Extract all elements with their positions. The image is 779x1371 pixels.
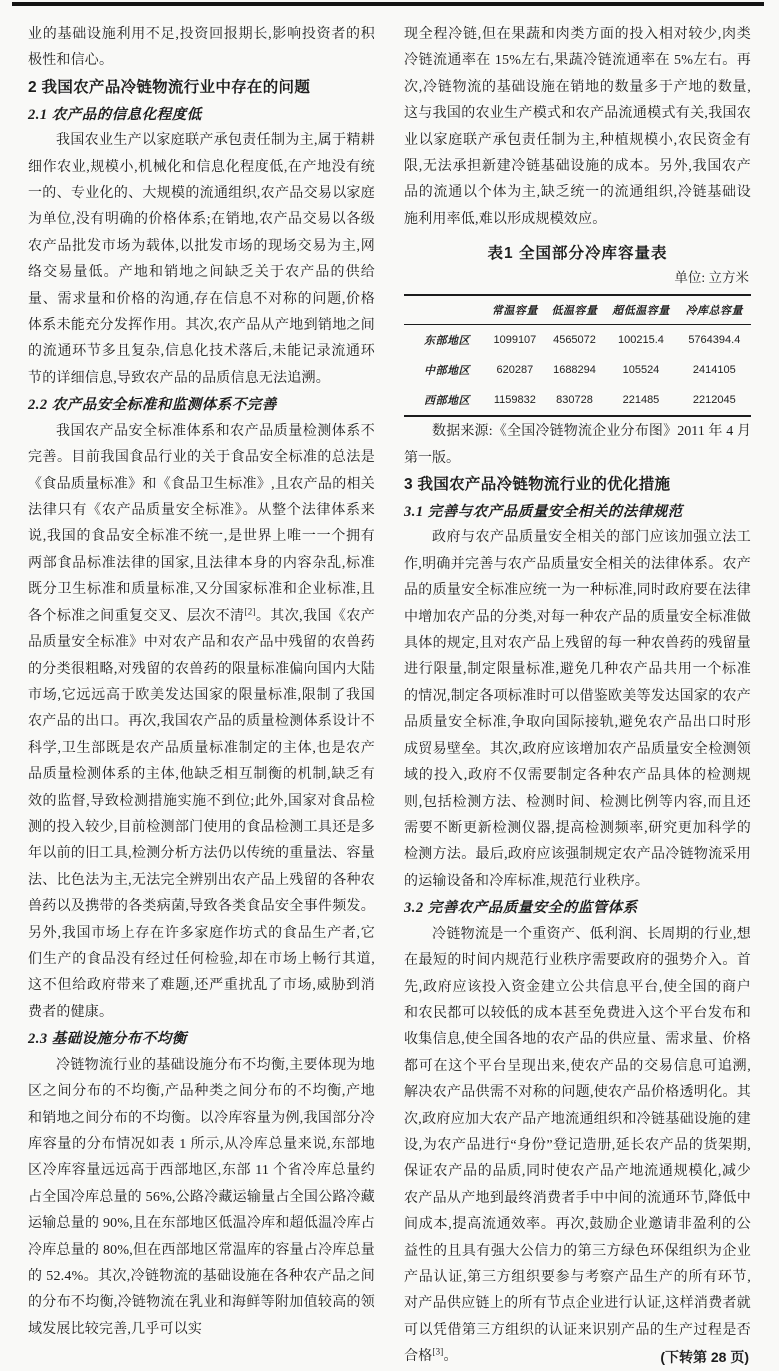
paragraph-2-2-text-a: 我国农产品安全标准体系和农产品质量检测体系不完善。目前我国食品行业的关于食品安全标准的总法是《食品质量标准》和《食品卫生标准》,且农产品的相关法律只有《农产品质量安全标准》。从整个法律体系来说,我国的食品安全标准不统一,是世界上唯一一个拥有两部食品标准法律的国家,且法律本身的内容杂乱,标准既分卫生标准和质量标准,又分国家标准和企业标准,且各个标准之间重复交叉、层次不清 <box>28 423 375 624</box>
paragraph-3-2-text-a: 冷链物流是一个重资产、低利润、长周期的行业,想在最短的时间内规范行业秩序需要政府的强势介入。首先,政府应该投入资金建立公共信息平台,使全国的商户和农民都可以较低的成本甚至免费进入这个平台发布和收集信息,使全国各地的农产品的供应量、需求量、价格都可在这个平台呈现出来,使农产品的交易信息可追溯,解决农产品供需不对称的问题,使农产品价格透明化。其次,政府应加大农产品产地流通组织和冷链基础设施的建设,为农产品进行“身份”登记造册,延长农产品的货架期,保证农产品的品质,同时使农产品产地流通规模化,减少农产品从产地到最终消费者手中中间的流通环节,降低中间成本,提高流通效率。再次,鼓励企业邀请非盈利的公益性的且具有强大公信力的第三方绿色环保组织为企业产品认证,第三方组织要参与考察产品生产的所有环节,对产品供应链上的所有节点企业进行认证,这样消费者就可以凭借第三方组织的认证来识别产品的生产过程是否合格 <box>404 926 751 1365</box>
cell-central-ultra-low: 105524 <box>622 364 660 377</box>
cell-west-ultra-low: 221485 <box>622 394 660 407</box>
section-3-heading: 3 我国农产品冷链物流行业的优化措施 <box>404 476 671 494</box>
paragraph-2-2 <box>28 419 375 1026</box>
left-column <box>28 22 375 1371</box>
table-row-east <box>404 325 751 356</box>
section-3-1-heading: 3.1 完善与农产品质量安全相关的法律规范 <box>404 503 683 520</box>
citation-marker-2: [2] <box>244 606 256 617</box>
table-row-west <box>404 385 751 416</box>
section-2-2-heading: 2.2 农产品安全标准和监测体系不完善 <box>28 397 277 414</box>
paragraph-3-2-text-b: 。 <box>443 1349 458 1365</box>
cell-east-total: 5764394.4 <box>688 334 741 347</box>
cell-central-total: 2414105 <box>692 364 736 377</box>
column-header-low-temp: 低温容量 <box>545 295 605 325</box>
column-header-empty <box>404 295 485 325</box>
section-2-3-heading: 2.3 基础设施分布不均衡 <box>28 1031 187 1048</box>
paragraph-3-2 <box>404 922 751 1371</box>
paragraph-2-3: 冷链物流行业的基础设施分布不均衡,主要体现为地区之间分布的不均衡,产品种类之间分布的不均衡,产地和销地之间分布的不均衡。以冷库容量为例,我国部分冷库容量的分布情况如表 1 所示,从冷库总量来说,东部地区冷库容量远远高于西部地区,东部 11 个省冷库总量约占全国冷库总量的 56%,公路冷藏运输量占全国公路冷藏运输总量的 90%,且在东部地区低温冷库和超低温冷库占冷库总量的 80%,但在西部地区常温库的容量占冷库总量的 52.4%。其次,冷链物流的基础设施在各种农产品之间的分布不均衡,冷链物流在乳业和海鲜等附加值较高的领域发展比较完善,几乎可以实 <box>28 1057 375 1337</box>
column-header-ultra-low-temp: 超低温容量 <box>604 295 677 325</box>
table-header-row <box>404 295 751 325</box>
row-label-west: 西部地区 <box>424 395 470 408</box>
cold-storage-capacity-table <box>404 294 751 417</box>
paragraph-2-1: 我国农业生产以家庭联产承包责任制为主,属于精耕细作农业,规模小,机械化和信息化程度低,在产地没有统一的、专业化的、大规模的流通组织,农产品交易以家庭为单位,没有明确的价格体系;在销地,农产品交易以各级农产品批发市场为载体,以批发市场的现场交易为主,网络交易量低。产地和销地之间缺乏关于农产品的供给量、需求量和价格的沟通,存在信息不对称的问题,价格体系未能充分发挥作用。其次,农产品从产地到销地之间的流通环节多且复杂,信息化技术落后,未能记录流通环节的详细信息,导致农产品的品质信息无法追溯。 <box>28 133 375 386</box>
section-3-2-heading: 3.2 完善农产品质量安全的监管体系 <box>404 900 638 917</box>
table-row-central <box>404 355 751 385</box>
cell-central-normal: 620287 <box>496 364 534 377</box>
cell-east-ultra-low: 100215.4 <box>618 334 664 347</box>
right-column <box>404 22 751 1371</box>
citation-marker-3: [3] <box>432 1346 444 1357</box>
section-2-heading: 2 我国农产品冷链物流行业中存在的问题 <box>28 78 311 96</box>
table-1-caption: 表1 全国部分冷库容量表 <box>487 245 668 263</box>
column-header-normal-temp: 常温容量 <box>485 295 545 325</box>
section-2-1-heading: 2.1 农产品的信息化程度低 <box>28 106 202 123</box>
paragraph-2-2-text-b: 。其次,我国《农产品质量安全标准》中对农产品和农产品中残留的农兽药的分类很粗略,对残留的农兽药的限量标准偏向国内大陆市场,它远远高于欧美发达国家的限量标准,限制了我国农产品的出口。再次,我国农产品的质量检测体系设计不科学,卫生部既是农产品质量标准制定的主体,也是农产品质量检测体系的主体,他缺乏相互制衡的机制,缺乏有效的监督,导致检测措施实施不到位;此外,国家对食品检测的投入较少,目前检测部门使用的食品检测工具还是多年以前的旧工具,检测分析方法仍以传统的重量法、容量法、比色法为主,无法完全辨别出农产品上残留的各种农兽药以及携带的各类病菌,导致各类食品安全事件频发。另外,我国市场上存在许多家庭作坊式的食品生产者,它们生产的食品没有经过任何检验,却在市场上畅行其道,这不但给政府带来了难题,还严重扰乱了市场,威胁到消费者的健康。 <box>28 608 376 1020</box>
column-header-total: 冷库总容量 <box>678 295 751 325</box>
continued-on-page-note: (下转第 28 页) <box>660 1349 749 1366</box>
paragraph-continuation-intro: 业的基础设施利用不足,投资回报期长,影响投资者的积极性和信心。 <box>28 27 375 69</box>
table-1-unit-label: 单位: 立方米 <box>674 270 749 286</box>
page-top-rule <box>12 2 764 6</box>
cell-west-normal: 1159832 <box>493 394 536 407</box>
row-label-central: 中部地区 <box>424 365 470 378</box>
cell-east-normal: 1099107 <box>493 334 537 347</box>
cell-east-low: 4565072 <box>553 334 596 347</box>
row-label-east: 东部地区 <box>424 335 470 348</box>
cell-west-low: 830728 <box>556 394 593 407</box>
cell-west-total: 2212045 <box>692 394 736 407</box>
two-column-layout <box>28 22 751 1371</box>
table-1-block <box>404 241 751 472</box>
cell-central-low: 1688294 <box>553 364 596 377</box>
paragraph-continuation-right: 现全程冷链,但在果蔬和肉类方面的投入相对较少,肉类冷链流通率在 15%左右,果蔬冷链流通率在 5%左右。再次,冷链物流的基础设施在销地的数量多于产地的数量,这与我国的农业生产模式和农产品流通模式有关,我国农业以家庭联产承包责任制为主,种植规模小,农民资金有限,无法承担新建冷链基础设施的成本。另外,我国农产品的流通以个体为主,缺乏统一的流通组织,冷链基础设施利用率低,难以形成规模效应。 <box>404 27 751 227</box>
paragraph-3-1: 政府与农产品质量安全相关的部门应该加强立法工作,明确并完善与农产品质量安全相关的法律体系。农产品的质量安全标准应统一为一种标准,同时政府要在法律中增加农产品的分类,对每一种农产品的质量安全标准做具体的规定,且对农产品上残留的每一种农兽药的残留量进行限量,制定限量标准,避免几种农产品共用一个标准的情况,制定各项标准时可以借鉴欧美等发达国家的农产品质量安全标准,争取向国际接轨,避免农产品出口时形成贸易壁垒。其次,政府应该增加农产品质量安全检测领域的投入,政府不仅需要制定各种农产品具体的检测规则,包括检测方法、检测时间、检测比例等内容,而且还需要不断更新检测仪器,提高检测频率,研究更加科学的检测方法。最后,政府应该强制规定农产品冷链物流采用的运输设备和冷库标准,规范行业秩序。 <box>404 530 751 889</box>
table-data-source-note: 数据来源:《全国冷链物流企业分布图》2011 年 4 月第一版。 <box>404 424 751 466</box>
